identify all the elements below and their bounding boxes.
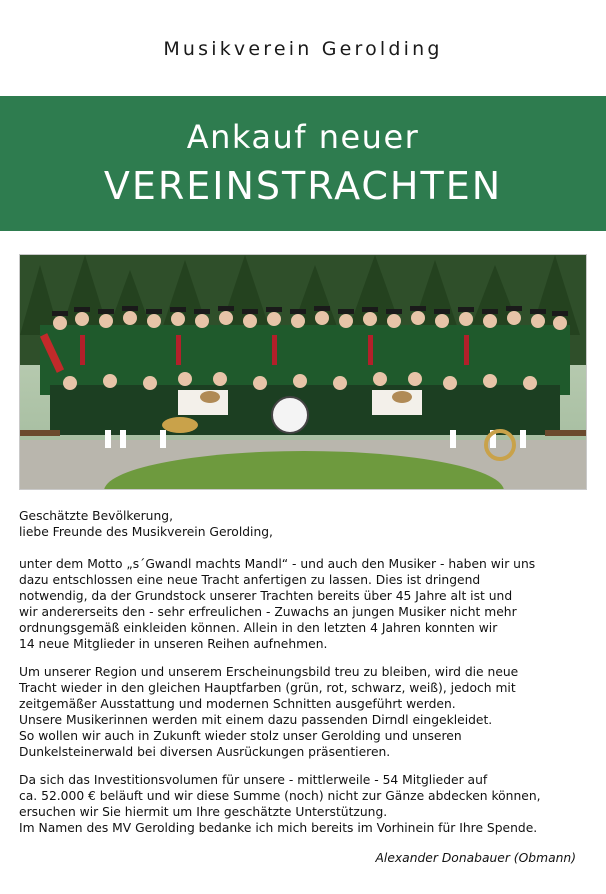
paragraph-1-line-6: 14 neue Mitglieder in unseren Reihen aufnehmen.: [19, 637, 328, 651]
paragraph-1-line-4: wir andererseits den - sehr erfreulichen - Zuwachs an jungen Musiker nicht mehr: [19, 605, 517, 619]
letter-body: [19, 508, 593, 836]
paragraph-1-line-1: unter dem Motto „s´Gwandl machts Mandl“ - und auch den Musiker - haben wir uns: [19, 557, 536, 571]
group-photo-illustration: [20, 255, 587, 490]
paragraph-2-line-1: Um unserer Region und unserem Erscheinungsbild treu zu bleiben, wird die neue: [19, 665, 519, 679]
title-banner: [0, 96, 606, 231]
paragraph-2-line-4: Unsere Musikerinnen werden mit einem dazu passenden Dirndl eingekleidet.: [19, 713, 493, 727]
paragraph-3-line-3: ersuchen wir Sie hiermit um Ihre geschätzte Unterstützung.: [19, 805, 388, 819]
paragraph-3-line-1: Da sich das Investitionsvolumen für unsere - mittlerweile - 54 Mitglieder auf: [19, 773, 488, 787]
paragraph-2-line-5: So wollen wir auch in Zukunft wieder stolz unser Gerolding und unseren: [19, 729, 462, 743]
paragraph-1-line-5: ordnungsgemäß einkleiden können. Allein in den letzten 4 Jahren konnten wir: [19, 621, 498, 635]
paragraph-2-line-6: Dunkelsteinerwald bei diversen Ausrückungen präsentieren.: [19, 745, 391, 759]
signature: Alexander Donabauer (Obmann): [375, 851, 576, 865]
paragraph-3-line-4: Im Namen des MV Gerolding bedanke ich mich bereits im Vorhinein für Ihre Spende.: [19, 821, 538, 835]
paragraph-1-line-3: notwendig, da der Grundstock unserer Trachten bereits über 45 Jahre alt ist und: [19, 589, 513, 603]
paragraph-2-line-3: zeitgemäßer Ausstattung und modernen Schnitten ausgeführt werden.: [19, 697, 456, 711]
group-photo: [19, 254, 587, 490]
org-title: Musikverein Gerolding: [163, 38, 443, 60]
greeting-line-2: liebe Freunde des Musikverein Gerolding,: [19, 525, 273, 539]
paragraph-3-line-2: ca. 52.000 € beläuft und wir diese Summe (noch) nicht zur Gänze abdecken können,: [19, 789, 541, 803]
paragraph-2-line-2: Tracht wieder in den gleichen Hauptfarben (grün, rot, schwarz, weiß), jedoch mit: [19, 681, 516, 695]
banner-title-line1: Ankauf neuer: [186, 118, 420, 156]
banner-title-line2: VEREINSTRACHTEN: [103, 164, 503, 208]
greeting-line-1: Geschätzte Bevölkerung,: [19, 509, 173, 523]
paragraph-1-line-2: dazu entschlossen eine neue Tracht anfertigen zu lassen. Dies ist dringend: [19, 573, 481, 587]
